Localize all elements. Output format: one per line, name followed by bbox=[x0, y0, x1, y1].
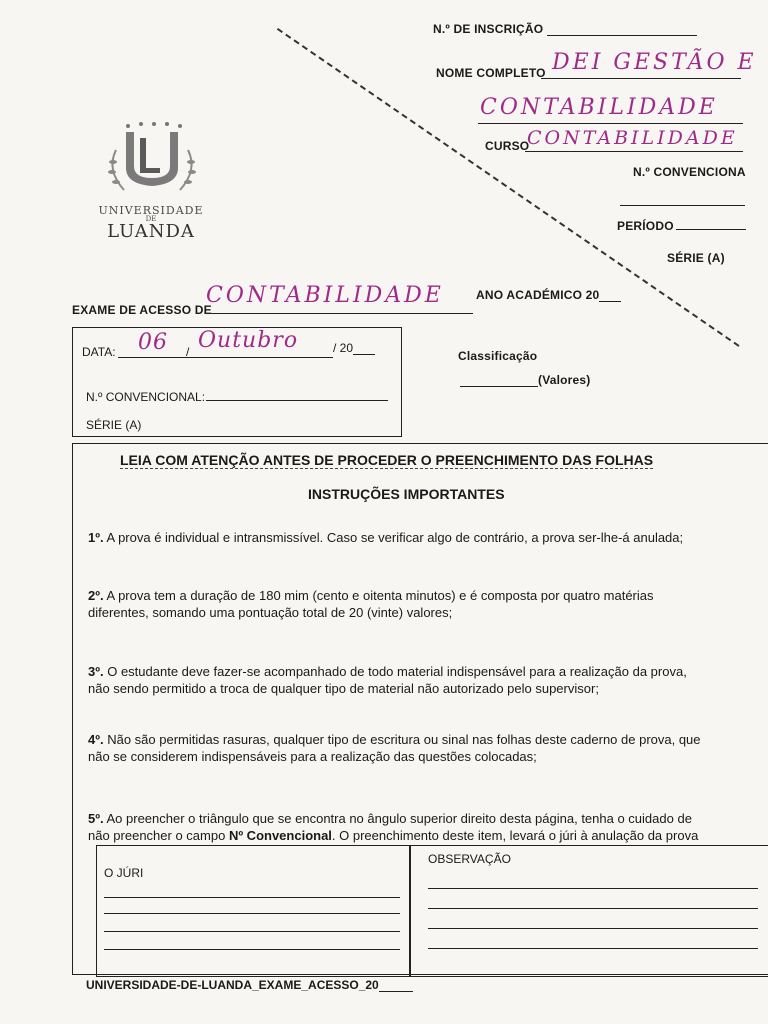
item4-number: 4º. bbox=[88, 732, 104, 747]
item3-number: 3º. bbox=[88, 664, 104, 679]
periodo-label: PERÍODO bbox=[617, 219, 674, 233]
nome-field[interactable] bbox=[436, 66, 546, 80]
ano-academico-text: ANO ACADÉMICO 20 bbox=[476, 288, 600, 302]
inscricao-field[interactable] bbox=[433, 22, 697, 36]
data-day: 06 bbox=[138, 330, 168, 355]
instruction-item-3 bbox=[88, 663, 760, 697]
curso-label: CURSO bbox=[485, 139, 530, 153]
nome-value-1: DEI GESTÃO E bbox=[552, 50, 757, 75]
nome-label: NOME COMPLETO bbox=[436, 66, 546, 80]
periodo-line[interactable] bbox=[676, 229, 746, 230]
warning-heading: LEIA COM ATENÇÃO ANTES DE PROCEDER O PREENCHIMENTO DAS FOLHAS bbox=[120, 452, 654, 468]
footer-blank bbox=[379, 991, 413, 992]
item2-text-2: diferentes, somando uma pontuação total de 20 (vinte) valores; bbox=[88, 605, 453, 620]
convencional-header-label: N.º CONVENCIONA bbox=[633, 165, 746, 179]
item4-text-2: não se considerem indispensáveis para a realização das questões colocadas; bbox=[88, 749, 537, 764]
item1-number: 1º. bbox=[88, 530, 104, 545]
data-month: Outubro bbox=[198, 328, 299, 353]
item5-text-2b: Nº Convencional bbox=[228, 828, 332, 843]
university-crest-icon bbox=[96, 120, 206, 200]
inscricao-blank[interactable] bbox=[547, 35, 697, 36]
data-year[interactable] bbox=[333, 341, 375, 355]
item2-number: 2º. bbox=[88, 588, 104, 603]
observacao-label: OBSERVAÇÃO bbox=[428, 852, 511, 866]
inscricao-label: N.º DE INSCRIÇÃO bbox=[433, 22, 544, 36]
item3-text-2: não sendo permitido a troca de qualquer tipo de material não autorizado pelo supervisor; bbox=[88, 681, 599, 696]
item5-number: 5º. bbox=[88, 811, 104, 826]
item5-text-2c: . O preenchimento deste item, levará o júri à anulação da prova bbox=[331, 828, 699, 843]
serie-header-label: SÉRIE (A) bbox=[667, 251, 725, 265]
exame-value: CONTABILIDADE bbox=[206, 283, 444, 308]
item5-text-2a: não preencher o campo bbox=[88, 828, 229, 843]
nome-line-1[interactable] bbox=[541, 78, 741, 79]
observacao-line-1[interactable] bbox=[428, 888, 758, 889]
convencional-label: N.º CONVENCIONAL: bbox=[86, 390, 206, 404]
juri-box bbox=[96, 845, 411, 977]
classificacao-label: Classificação bbox=[458, 349, 538, 363]
convencional-line[interactable] bbox=[206, 400, 388, 401]
instructions-title: INSTRUÇÕES IMPORTANTES bbox=[308, 486, 505, 502]
nome-line-2[interactable] bbox=[478, 123, 743, 124]
item2-text-1: A prova tem a duração de 180 mim (cento e oitenta minutos) e é composta por quatro matérias bbox=[106, 588, 654, 603]
exame-line[interactable] bbox=[205, 313, 473, 314]
item1-text: A prova é individual e intransmissível. Caso se verificar algo de contrário, a prova ser-lhe-á anulada; bbox=[106, 530, 684, 545]
footer-text-value: UNIVERSIDADE-DE-LUANDA_EXAME_ACESSO_20 bbox=[86, 978, 379, 992]
observacao-line-2[interactable] bbox=[428, 908, 758, 909]
ano-academico-label[interactable] bbox=[476, 288, 621, 302]
classificacao-line[interactable] bbox=[460, 386, 538, 387]
footer-text bbox=[86, 978, 413, 992]
juri-line-1[interactable] bbox=[104, 897, 400, 898]
instruction-item-2 bbox=[88, 587, 760, 621]
data-label: DATA: bbox=[82, 345, 116, 359]
juri-label: O JÚRI bbox=[104, 866, 144, 880]
curso-line[interactable] bbox=[525, 151, 743, 152]
juri-line-4[interactable] bbox=[104, 949, 400, 950]
data-line[interactable] bbox=[118, 357, 333, 358]
valores-label: (Valores) bbox=[538, 373, 591, 387]
observacao-line-4[interactable] bbox=[428, 948, 758, 949]
data-slash: / bbox=[186, 345, 190, 359]
observacao-line-3[interactable] bbox=[428, 928, 758, 929]
logo-name-line2: DE bbox=[145, 215, 157, 223]
instruction-item-5 bbox=[88, 810, 760, 844]
convencional-header-line[interactable] bbox=[620, 205, 745, 206]
nome-value-2: CONTABILIDADE bbox=[480, 95, 718, 120]
item3-text-1: O estudante deve fazer-se acompanhado de todo material indispensável para a realização da prova, bbox=[107, 664, 687, 679]
year-blank[interactable] bbox=[353, 354, 375, 355]
instruction-item-4 bbox=[88, 731, 760, 765]
ano-blank[interactable] bbox=[599, 301, 621, 302]
logo-name-line1: UNIVERSIDADE bbox=[98, 204, 204, 217]
juri-line-3[interactable] bbox=[104, 931, 400, 932]
curso-value: CONTABILIDADE bbox=[527, 127, 738, 149]
juri-line-2[interactable] bbox=[104, 913, 400, 914]
exame-label: EXAME DE ACESSO DE bbox=[72, 303, 212, 317]
logo-name-line3: LUANDA bbox=[107, 221, 195, 242]
item5-text-1: Ao preencher o triângulo que se encontra no ângulo superior direito desta página, tenha o cuidado de bbox=[106, 811, 692, 826]
data-year-prefix: / 20 bbox=[333, 341, 354, 355]
serie-label: SÉRIE (A) bbox=[86, 418, 142, 432]
item4-text-1: Não são permitidas rasuras, qualquer tipo de escritura ou sinal nas folhas deste caderno de prova, que bbox=[107, 732, 701, 747]
instruction-item-1 bbox=[88, 529, 760, 546]
university-logo bbox=[96, 120, 206, 245]
